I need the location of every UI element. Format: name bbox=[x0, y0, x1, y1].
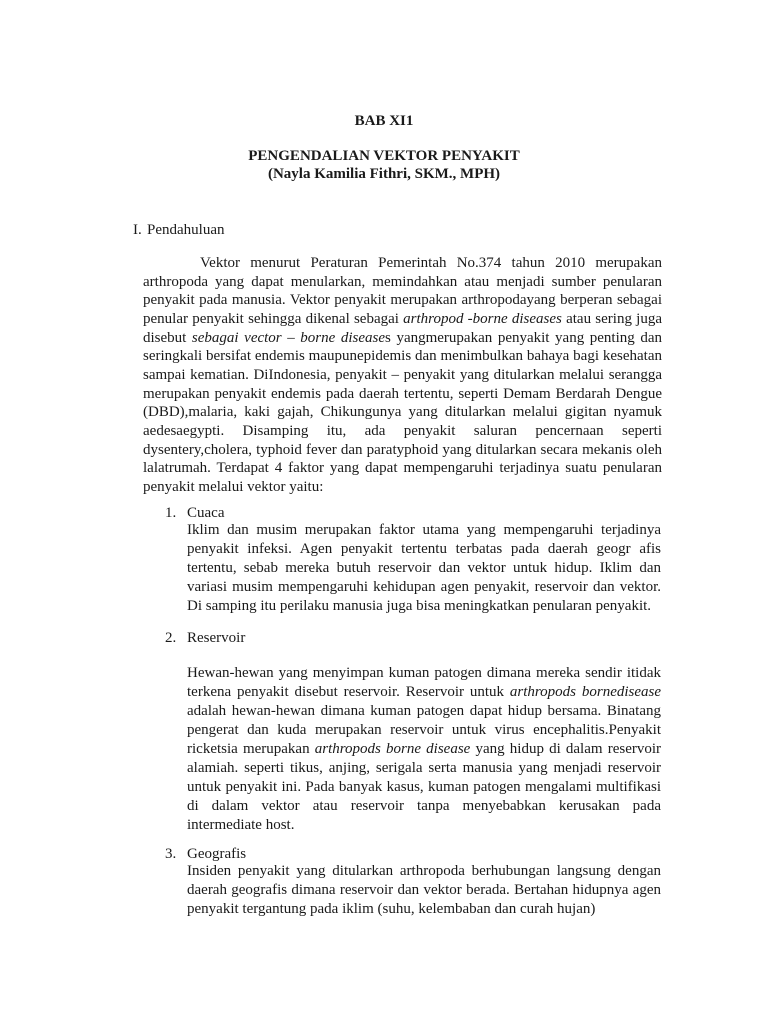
list-item-heading bbox=[165, 504, 224, 522]
intro-text-3: s yangmerupakan penyakit yang penting dan seringkali bersifat endemis maupunepidemis dan menimbulkan bahaya bagi kesehatan sampai kematian. DiIndonesia, penyakit – penyakit yang ditularkan melalui serangga merupakan penyakit endemis pada daerah tertentu, seperti Demam Berdarah Dengue (DBD),malaria, kaki gajah, Chikungunya yang ditularkan melalui gigitan nyamuk aedesaegypti. Disamping itu, ada penyakit saluran pencernaan seperti dysentery,cholera, typhoid fever dan paratyphoid yang ditularkan secara mekanis oleh lalatrumah. Terdapat 4 faktor yang dapat mempengaruhi terjadinya suatu penularan penyakit melalui vektor yaitu: bbox=[143, 329, 663, 495]
list-item-title: Cuaca bbox=[187, 505, 225, 521]
list-item-text: Insiden penyakit yang ditularkan arthropoda berhubungan langsung dengan daerah geografis dimana reservoir dan vektor berada. Bertahan hidupnya agen penyakit tergantung pada iklim (suhu, kelembaban dan curah hujan) bbox=[187, 863, 661, 917]
intro-italic-1: arthropod -borne diseases bbox=[403, 310, 562, 327]
list-item-heading bbox=[165, 845, 246, 863]
reservoir-italic-2: arthropods borne disease bbox=[314, 741, 471, 757]
section-heading bbox=[133, 221, 224, 239]
list-item-number: 1. bbox=[165, 505, 177, 521]
list-item-number: 3. bbox=[165, 846, 177, 862]
chapter-heading: BAB XI1 bbox=[354, 113, 414, 129]
list-item-heading bbox=[165, 629, 245, 647]
intro-text-1: Vektor menurut Peraturan Pemerintah No.374 tahun 2010 merupakan arthropoda yang dapat menularkan, memindahkan atau menjadi sumber penularan penyakit pada manusia. Vektor penyakit merupakan arthropodayang berperan sebagai penular penyakit sehingga dikenal sebagai bbox=[143, 255, 662, 327]
reservoir-text-1: Hewan-hewan yang menyimpan kuman patogen dimana mereka sendir itidak terkena penyakit disebut reservoir. Reservoir untuk bbox=[187, 665, 661, 700]
chapter-author: (Nayla Kamilia Fithri, SKM., MPH) bbox=[267, 166, 501, 182]
chapter-title: PENGENDALIAN VEKTOR PENYAKIT bbox=[248, 148, 520, 164]
list-item-text: Iklim dan musim merupakan faktor utama yang mempengaruhi terjadinya penyakit infeksi. Agen penyakit tertentu terbatas pada daerah geogr afis tertentu, sebab mereka butuh reservoir dan vektor untuk hidup. Iklim dan variasi musim mempengaruhi kehidupan agen penyakit, reservoir dan vektor. Di samping itu perilaku manusia juga bisa meningkatkan penularan penyakit. bbox=[187, 522, 661, 614]
section-label: Pendahuluan bbox=[147, 222, 225, 238]
intro-text-2: atau sering juga disebut bbox=[143, 310, 663, 346]
intro-paragraph bbox=[143, 254, 662, 497]
intro-italic-2: sebagai vector – borne disease bbox=[191, 329, 386, 346]
list-item-number: 2. bbox=[165, 630, 177, 646]
section-number: I. bbox=[133, 222, 142, 238]
list-item-text bbox=[187, 664, 661, 835]
reservoir-text-2: adalah hewan-hewan dimana kuman patogen dapat hidup bersama. Binatang pengerat dan kuda merupakan reservoir untuk virus encephalitis.Penyakit ricketsia merupakan bbox=[187, 703, 661, 757]
reservoir-text-3: yang hidup di dalam reservoir alamiah. seperti tikus, anjing, serigala serta manusia yang menjadi reservoir untuk penyakit ini. Pada banyak kasus, kuman patogen mengalami multifikasi di dalam vektor atau reservoir tanpa menyebabkan kerusakan pada intermediate host. bbox=[187, 741, 662, 833]
reservoir-italic-1: arthropods bornedisease bbox=[509, 684, 662, 700]
list-item-title: Reservoir bbox=[187, 630, 246, 646]
list-item-title: Geografis bbox=[187, 846, 247, 862]
